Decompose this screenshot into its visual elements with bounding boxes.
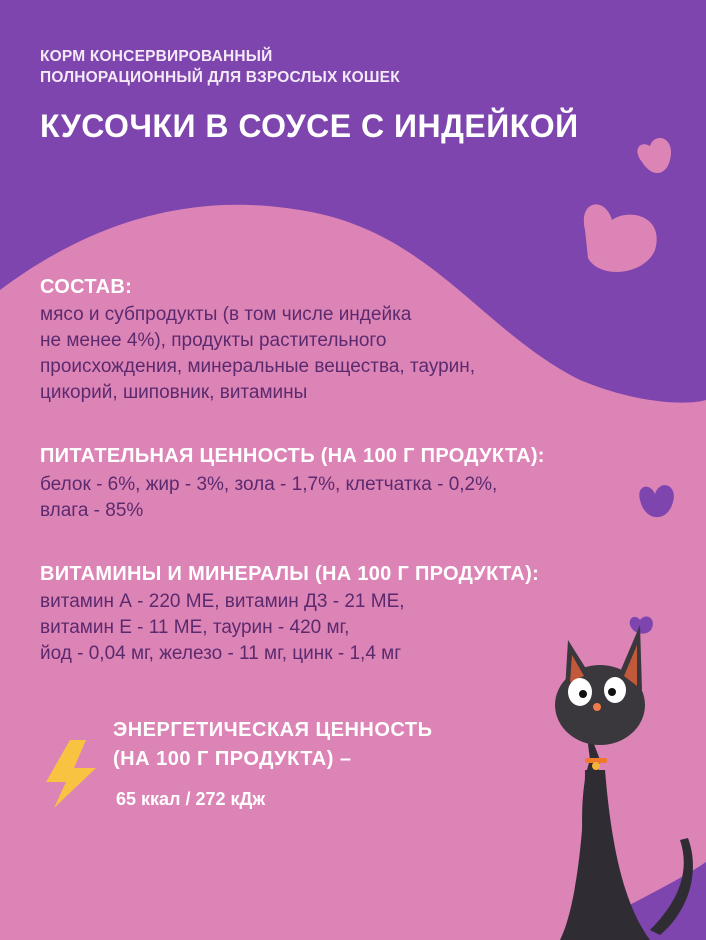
text-line: йод - 0,04 мг, железо - 11 мг, цинк - 1,4 мг — [40, 643, 402, 664]
composition-text — [40, 302, 475, 406]
heart-icon — [584, 138, 671, 272]
subtitle-line: ПОЛНОРАЦИОННЫЙ ДЛЯ ВЗРОСЛЫХ КОШЕК — [40, 69, 400, 86]
nutrition-heading: ПИТАТЕЛЬНАЯ ЦЕННОСТЬ (НА 100 Г ПРОДУКТА): — [40, 445, 545, 467]
text-line: витамин Е - 11 МЕ, таурин - 420 мг, — [40, 617, 350, 638]
text-line: не менее 4%), продукты растительного — [40, 330, 387, 351]
product-subtitle — [40, 46, 400, 88]
text-line: (НА 100 Г ПРОДУКТА) – — [113, 748, 352, 770]
vitamins-text — [40, 589, 405, 667]
composition-heading: СОСТАВ: — [40, 276, 133, 298]
nutrition-text — [40, 472, 497, 524]
energy-value: 65 ккал / 272 кДж — [116, 789, 266, 809]
text-line: мясо и субпродукты (в том числе индейка — [40, 304, 412, 325]
text-line: ЭНЕРГЕТИЧЕСКАЯ ЦЕННОСТЬ — [113, 719, 433, 741]
product-title: КУСОЧКИ В СОУСЕ С ИНДЕЙКОЙ — [40, 108, 579, 144]
text-line: витамин А - 220 МЕ, витамин Д3 - 21 МЕ, — [40, 591, 405, 612]
text-line: происхождения, минеральные вещества, таурин, — [40, 356, 476, 377]
text-line: цикорий, шиповник, витамины — [40, 382, 308, 403]
text-line: белок - 6%, жир - 3%, зола - 1,7%, клетчатка - 0,2%, — [40, 474, 498, 495]
vitamins-heading: ВИТАМИНЫ И МИНЕРАЛЫ (НА 100 Г ПРОДУКТА): — [40, 563, 540, 585]
subtitle-line: КОРМ КОНСЕРВИРОВАННЫЙ — [40, 48, 273, 65]
text-line: влага - 85% — [40, 500, 144, 521]
energy-heading — [113, 716, 432, 774]
